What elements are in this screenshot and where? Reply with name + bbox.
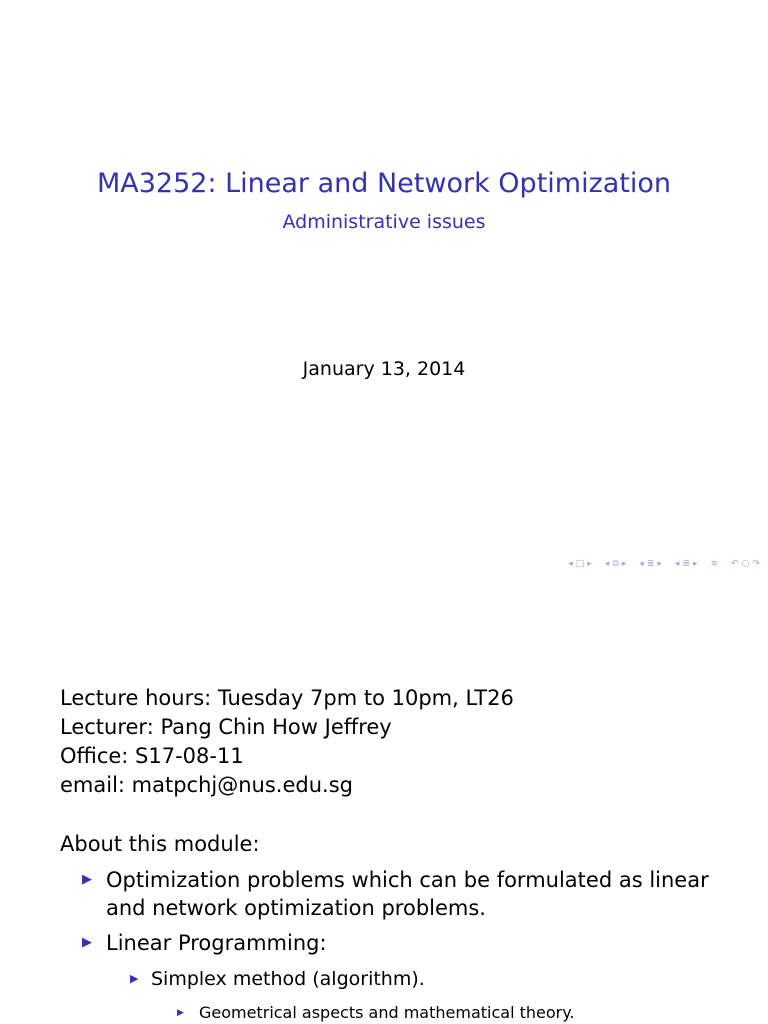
nav-prev-part-icon[interactable]: ◂ (674, 558, 680, 569)
email-line: email: matpchj@nus.edu.sg (60, 773, 353, 797)
nav-prev-subsection-icon[interactable]: ◂ (604, 558, 610, 569)
slide-date: January 13, 2014 (302, 358, 466, 380)
triangle-bullet-icon: ▶ (177, 1008, 184, 1018)
nav-forward-icon[interactable]: ↷ (752, 558, 760, 569)
nav-next-part-icon[interactable]: ▸ (692, 558, 698, 569)
slide-subtitle: Administrative issues (282, 211, 486, 233)
nav-align-group (711, 560, 719, 569)
nav-align-icon[interactable]: ≡ (710, 558, 719, 569)
nav-search-icon[interactable]: ○ (741, 558, 750, 569)
nav-prev-frame-icon[interactable]: ◂ (568, 558, 573, 569)
sub-sub-bullet-text: Geometrical aspects and mathematical theory. (199, 1003, 575, 1022)
admin-info-slide (0, 584, 768, 1024)
sub-bullet-text: Simplex method (algorithm). (151, 968, 425, 990)
bullet-item (82, 866, 722, 922)
nav-section-group (639, 560, 662, 569)
lecture-hours-line: Lecture hours: Tuesday 7pm to 10pm, LT26 (60, 686, 514, 710)
nav-frame-icon[interactable]: □ (575, 558, 585, 569)
beamer-navigation-bar (568, 556, 760, 572)
nav-history-group (731, 560, 760, 569)
triangle-bullet-icon: ▶ (82, 935, 92, 950)
nav-part-group (675, 560, 698, 569)
nav-part-icon[interactable]: ≣ (682, 558, 690, 569)
bullet-text: Optimization problems which can be formulated as linear and network optimization problems. (106, 868, 709, 920)
nav-next-subsection-icon[interactable]: ▸ (621, 558, 627, 569)
slide-title: MA3252: Linear and Network Optimization (96, 168, 672, 199)
nav-subsection-icon[interactable]: ⧉ (612, 558, 619, 569)
nav-frame-group (568, 560, 592, 569)
bullet-text: Linear Programming: (106, 931, 327, 955)
nav-next-frame-icon[interactable]: ▸ (587, 558, 592, 569)
nav-subsection-group (605, 560, 627, 569)
sub-bullet-item (130, 966, 425, 992)
nav-back-icon[interactable]: ↶ (731, 558, 739, 569)
triangle-bullet-icon: ▶ (130, 972, 139, 985)
bullet-item (82, 929, 722, 957)
course-info (60, 684, 514, 800)
triangle-bullet-icon: ▶ (82, 872, 92, 887)
about-heading: About this module: (60, 832, 260, 856)
sub-sub-bullet-item (177, 1002, 575, 1024)
lecturer-line: Lecturer: Pang Chin How Jeffrey (60, 715, 392, 739)
nav-section-icon[interactable]: ≣ (646, 558, 655, 569)
nav-next-section-icon[interactable]: ▸ (657, 558, 662, 569)
office-line: Office: S17-08-11 (60, 744, 244, 768)
nav-prev-section-icon[interactable]: ◂ (639, 558, 644, 569)
